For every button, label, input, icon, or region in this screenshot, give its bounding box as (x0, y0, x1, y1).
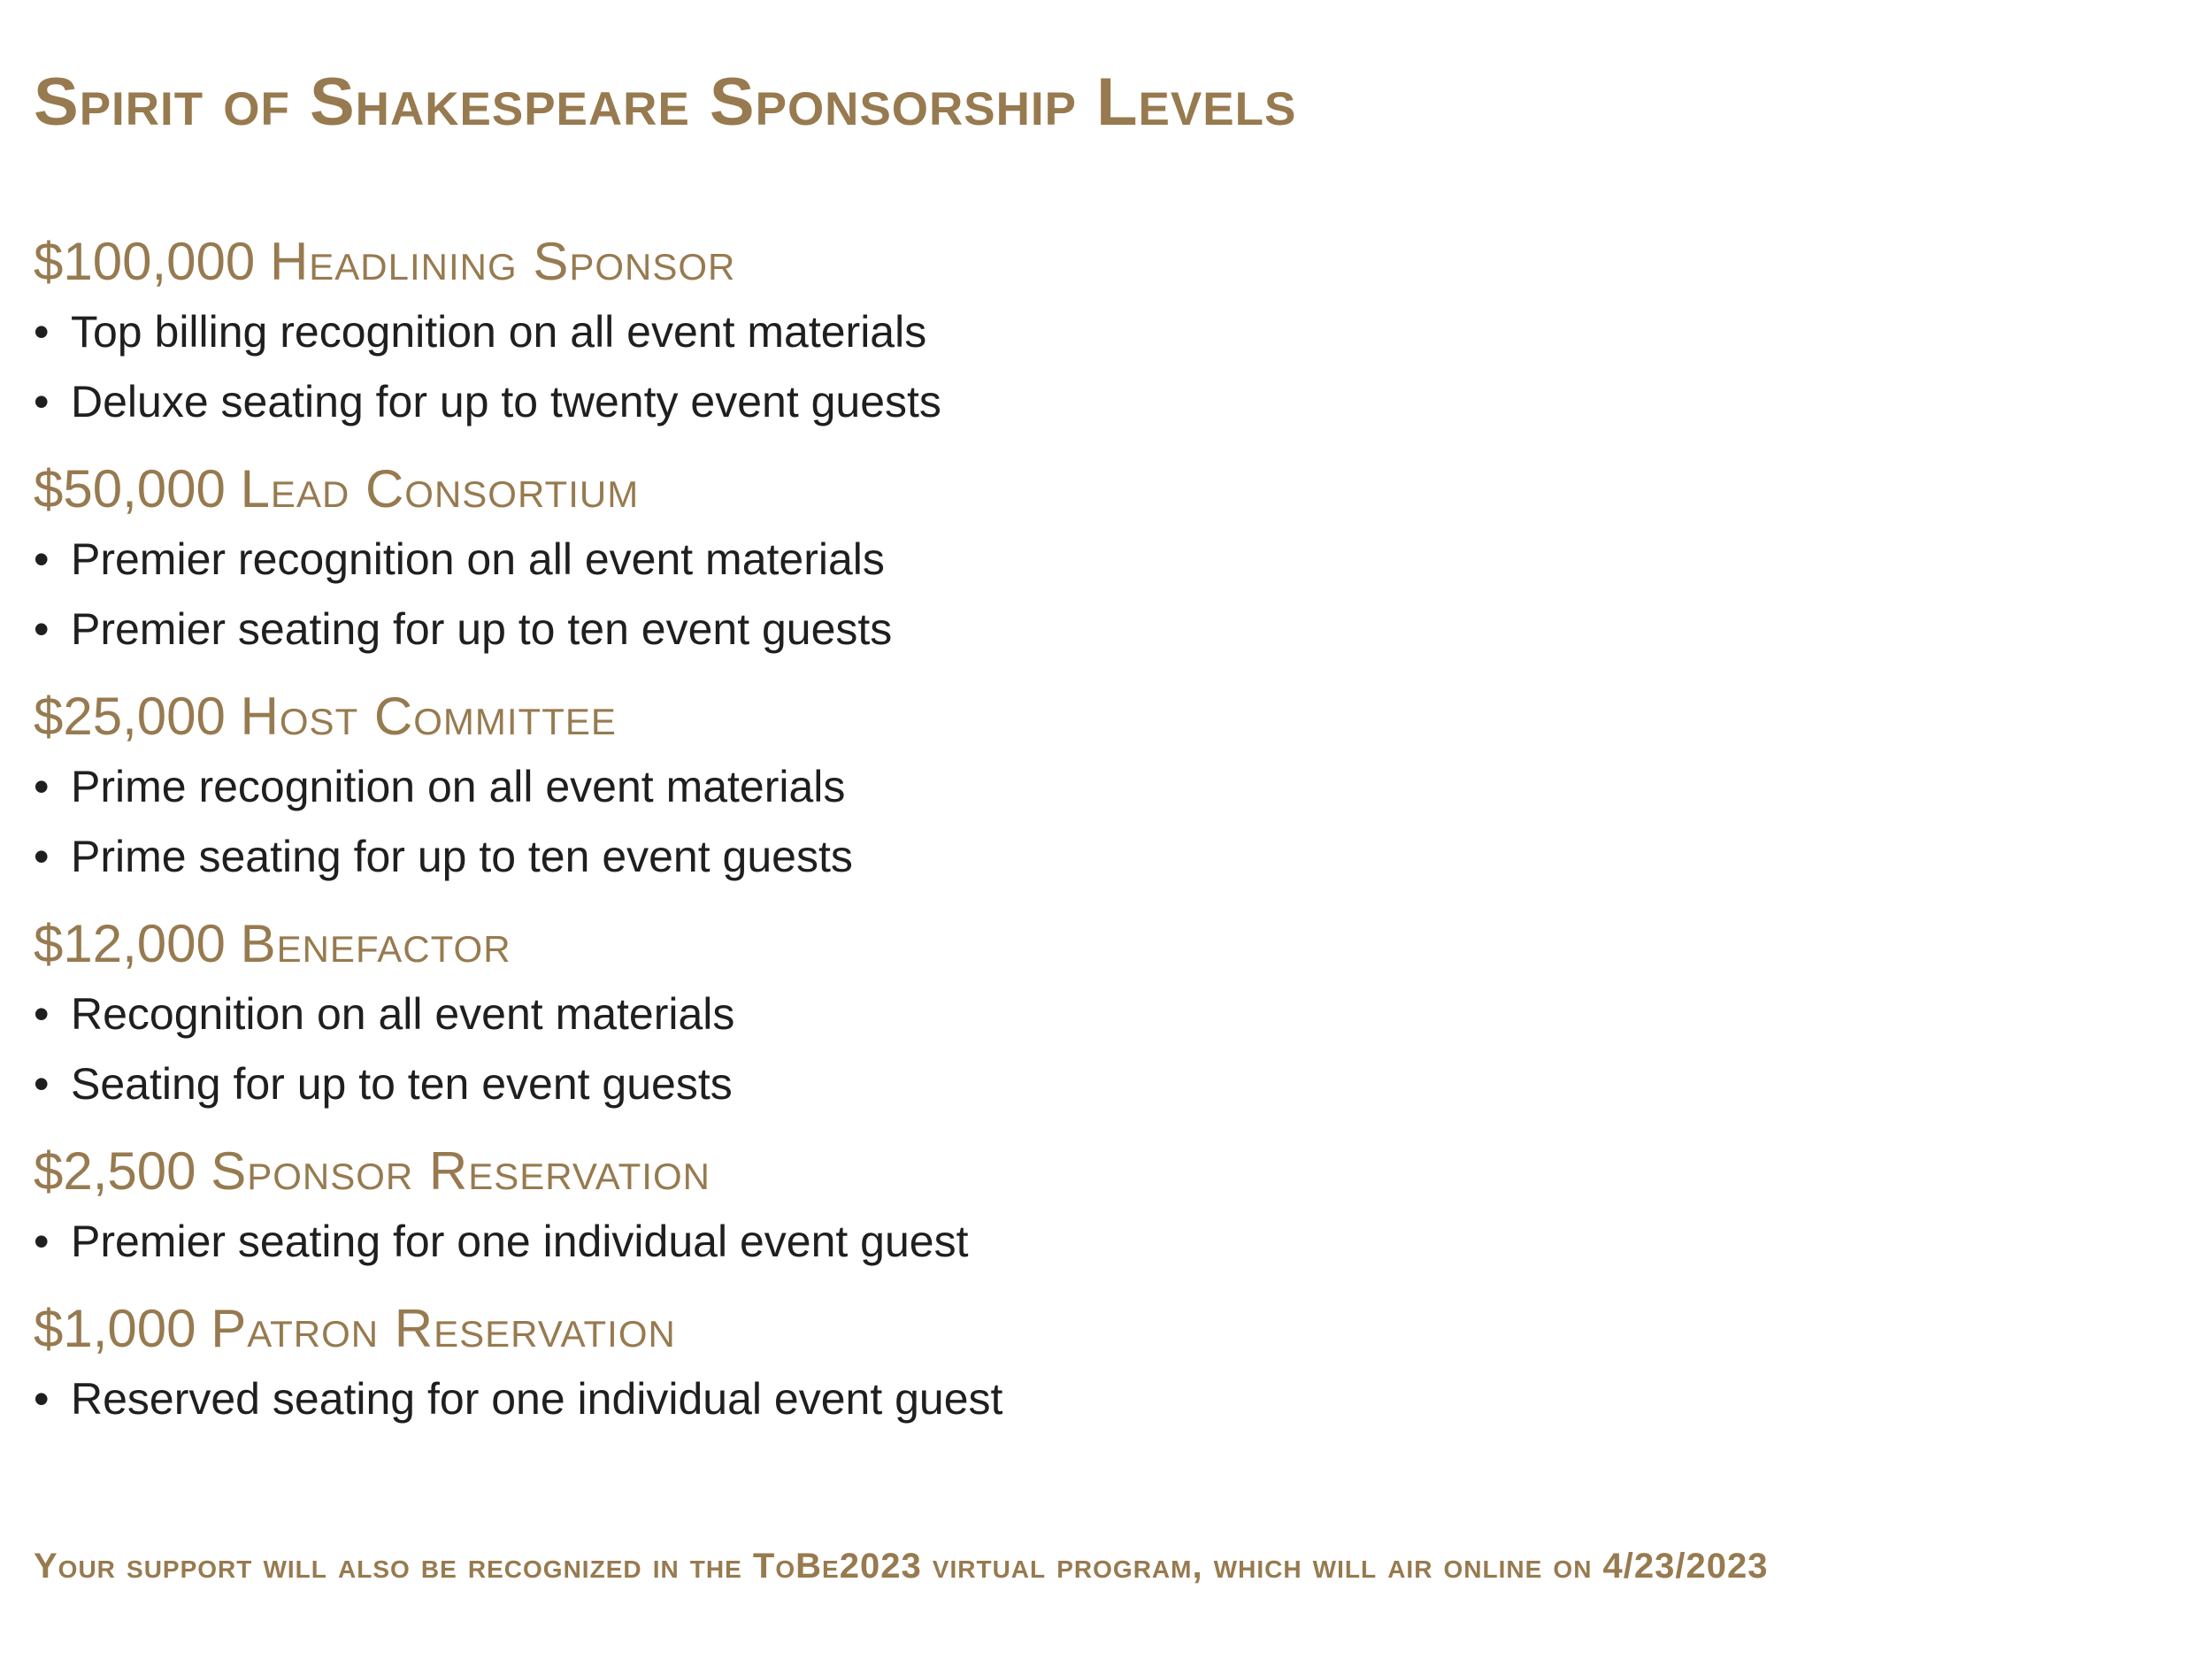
benefits-list (34, 297, 1803, 437)
benefit-item (34, 525, 1803, 595)
sponsorship-level (34, 910, 1803, 1119)
level-amount: $2,500 (34, 1141, 196, 1201)
level-name: Headlining Sponsor (269, 232, 736, 291)
benefit-text: Prime seating for up to ten event guests (71, 832, 853, 881)
level-name: Benefactor (240, 914, 511, 973)
bullet-icon: • (34, 1059, 50, 1109)
footer-note: Your support will also be recognized in the ToBe2023 virtual program, which will air online on 4/23/2023 (34, 1547, 1769, 1586)
level-amount: $25,000 (34, 687, 226, 746)
sponsorship-page (34, 0, 2175, 1659)
bullet-icon: • (34, 377, 50, 426)
benefits-list (34, 979, 1803, 1119)
benefit-text: Premier recognition on all event materials (71, 534, 885, 584)
bullet-icon: • (34, 534, 50, 584)
benefit-item (34, 1364, 1803, 1434)
bullet-icon: • (34, 989, 50, 1039)
bullet-icon: • (34, 604, 50, 654)
sponsorship-levels-list (34, 228, 1803, 1453)
page-title: Spirit of Shakespeare Sponsorship Levels (34, 65, 1297, 140)
benefit-item (34, 595, 1803, 664)
sponsorship-level (34, 1138, 1803, 1277)
level-heading (34, 683, 1803, 750)
level-amount: $100,000 (34, 232, 256, 291)
level-heading (34, 910, 1803, 978)
sponsorship-level (34, 683, 1803, 892)
benefit-text: Deluxe seating for up to twenty event guests (71, 377, 941, 426)
level-heading (34, 1138, 1803, 1205)
level-amount: $12,000 (34, 914, 226, 973)
benefit-item (34, 979, 1803, 1049)
level-amount: $1,000 (34, 1299, 196, 1358)
benefits-list (34, 1364, 1803, 1434)
benefits-list (34, 525, 1803, 664)
bullet-icon: • (34, 832, 50, 881)
benefit-item (34, 1049, 1803, 1119)
benefit-item (34, 297, 1803, 367)
benefit-item (34, 822, 1803, 892)
benefit-item (34, 752, 1803, 822)
benefit-text: Seating for up to ten event guests (71, 1059, 733, 1109)
bullet-icon: • (34, 307, 50, 357)
benefit-text: Premier seating for one individual event guest (71, 1217, 969, 1266)
level-amount: $50,000 (34, 459, 226, 518)
level-name: Lead Consortium (240, 459, 640, 518)
bullet-icon: • (34, 762, 50, 811)
sponsorship-level (34, 456, 1803, 664)
level-name: Patron Reservation (211, 1299, 676, 1358)
level-heading (34, 228, 1803, 296)
level-name: Host Committee (240, 687, 617, 746)
benefit-text: Reserved seating for one individual event guest (71, 1374, 1003, 1424)
sponsorship-level (34, 1295, 1803, 1434)
benefits-list (34, 752, 1803, 892)
bullet-icon: • (34, 1217, 50, 1266)
benefits-list (34, 1207, 1803, 1277)
benefit-text: Premier seating for up to ten event guests (71, 604, 893, 654)
benefit-text: Top billing recognition on all event materials (71, 307, 927, 357)
level-heading (34, 456, 1803, 523)
sponsorship-level (34, 228, 1803, 437)
benefit-item (34, 367, 1803, 437)
bullet-icon: • (34, 1374, 50, 1424)
benefit-text: Prime recognition on all event materials (71, 762, 846, 811)
benefit-item (34, 1207, 1803, 1277)
benefit-text: Recognition on all event materials (71, 989, 735, 1039)
level-heading (34, 1295, 1803, 1363)
level-name: Sponsor Reservation (211, 1141, 710, 1201)
